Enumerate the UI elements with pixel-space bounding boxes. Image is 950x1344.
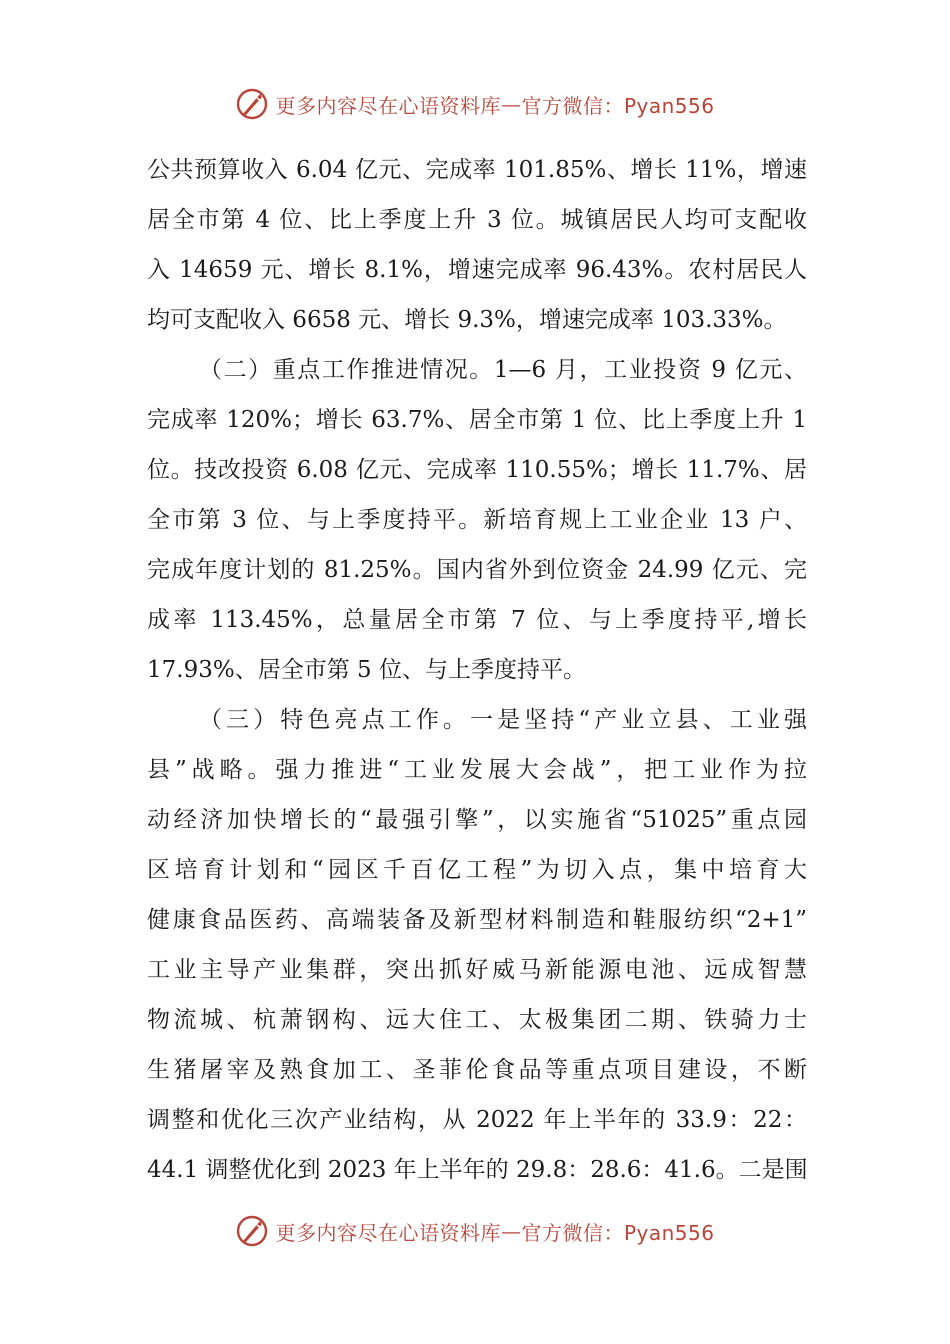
text-line-paragraph-start: （三）特色亮点工作。一是坚持“产业立县、工业强 <box>199 707 807 733</box>
text-line: 动经济加快增长的“最强引擎”，以实施省“51025”重点园 <box>147 807 807 833</box>
text-line: 公共预算收入 6.04 亿元、完成率 101.85%、增长 11%，增速 <box>147 157 807 183</box>
footer-watermark-banner <box>0 1211 950 1251</box>
watermark-site-text: 更多内容尽在心语资料库 <box>275 1220 501 1245</box>
quill-logo-icon <box>235 1214 269 1248</box>
text-line: 物流城、杭萧钢构、远大住工、太极集团二期、铁骑力士 <box>147 1007 807 1033</box>
text-line: 生猪屠宰及熟食加工、圣菲伦食品等重点项目建设，不断 <box>147 1057 807 1083</box>
text-line: 均可支配收入 6658 元、增长 9.3%，增速完成率 103.33%。 <box>147 307 787 333</box>
watermark-dash: — <box>500 92 522 116</box>
watermark-wechat-text: 官方微信：Pyan556 <box>521 1220 715 1245</box>
header-watermark-banner <box>0 84 950 124</box>
text-line: 完成年度计划的 81.25%。国内省外到位资金 24.99 亿元、完 <box>147 557 807 583</box>
text-line: 健康食品医药、高端装备及新型材料制造和鞋服纺织“2+1” <box>147 907 807 933</box>
text-line: 县”战略。强力推进“工业发展大会战”，把工业作为拉 <box>147 757 807 783</box>
text-line: 17.93%、居全市第 5 位、与上季度持平。 <box>147 657 586 683</box>
watermark-site-text: 更多内容尽在心语资料库 <box>275 93 501 118</box>
text-line: 全市第 3 位、与上季度持平。新培育规上工业企业 13 户、 <box>147 507 807 533</box>
text-line: 入 14659 元、增长 8.1%，增速完成率 96.43%。农村居民人 <box>147 257 807 283</box>
text-line: 完成率 120%；增长 63.7%、居全市第 1 位、比上季度上升 1 <box>147 407 807 433</box>
text-line: 居全市第 4 位、比上季度上升 3 位。城镇居民人均可支配收 <box>147 207 807 233</box>
text-line: 区培育计划和“园区千百亿工程”为切入点，集中培育大 <box>147 857 807 883</box>
document-body <box>147 145 807 1195</box>
text-line: 44.1 调整优化到 2023 年上半年的 29.8：28.6：41.6。二是围 <box>147 1157 808 1183</box>
text-line: 工业主导产业集群，突出抓好威马新能源电池、远成智慧 <box>147 957 807 983</box>
watermark-dash: — <box>500 1219 522 1243</box>
text-line-paragraph-start: （二）重点工作推进情况。1—6 月，工业投资 9 亿元、 <box>199 357 807 383</box>
text-line: 调整和优化三次产业结构，从 2022 年上半年的 33.9：22： <box>147 1107 807 1133</box>
watermark-wechat-text: 官方微信：Pyan556 <box>521 93 715 118</box>
quill-logo-icon <box>235 87 269 121</box>
text-line: 位。技改投资 6.08 亿元、完成率 110.55%；增长 11.7%、居 <box>147 457 807 483</box>
text-line: 成率 113.45%，总量居全市第 7 位、与上季度持平,增长 <box>147 607 807 633</box>
